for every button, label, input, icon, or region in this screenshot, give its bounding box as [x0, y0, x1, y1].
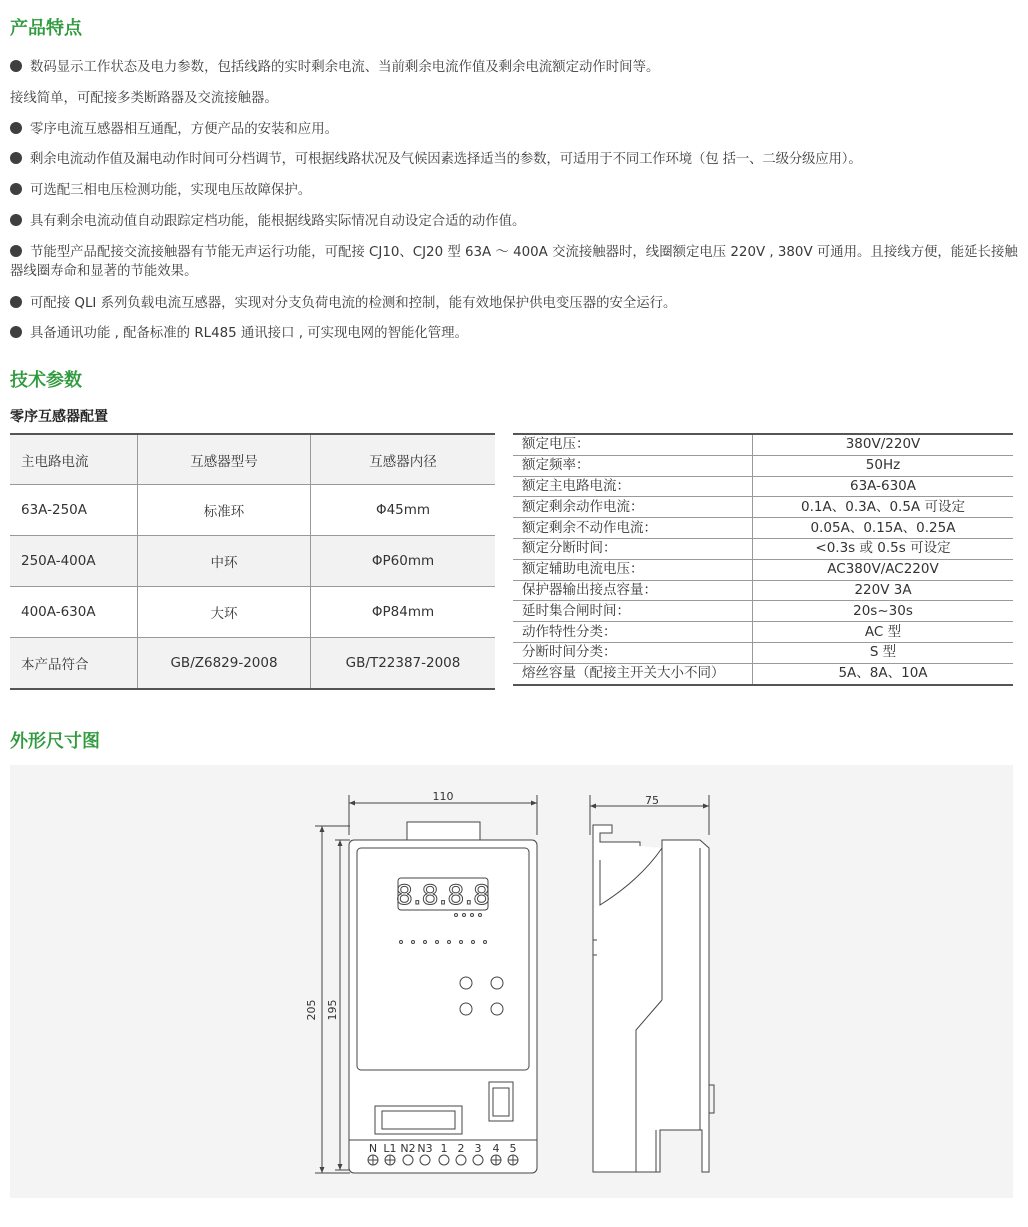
ct-config-title: 零序互感器配置 [10, 409, 108, 425]
table-row [10, 638, 495, 690]
dimension-title: 外形尺寸图 [10, 731, 100, 752]
spec-value: <0.3s 或 0.5s 可设定 [753, 538, 1014, 559]
table-cell: GB/T22387-2008 [311, 638, 495, 690]
height-inner-label: 195 [326, 999, 339, 1021]
feature-item: 具有剩余电流动值自动跟踪定档功能，能根据线路实际情况自动设定合适的动作值。 [10, 212, 1018, 231]
spec-value: 5A、8A、10A [753, 663, 1014, 684]
table-cell: Φ45mm [311, 485, 495, 536]
table-row [513, 518, 1013, 539]
spec-value: S 型 [753, 642, 1014, 663]
table-row [513, 455, 1013, 476]
table-cell: ΦP60mm [311, 536, 495, 587]
spec-value: 63A-630A [753, 476, 1014, 497]
bullet-icon [10, 183, 22, 195]
tech-title: 技术参数 [10, 370, 82, 391]
features-title: 产品特点 [10, 18, 82, 39]
spec-key: 额定分断时间： [513, 538, 753, 559]
spec-key: 保护器输出接点容量： [513, 580, 753, 601]
table-row [513, 476, 1013, 497]
svg-text:5: 5 [509, 1142, 517, 1155]
spec-table [513, 433, 1013, 686]
spec-value: 50Hz [753, 455, 1014, 476]
spec-value: AC380V/AC220V [753, 559, 1014, 580]
svg-text:4: 4 [492, 1142, 500, 1155]
table-cell: 中环 [138, 536, 311, 587]
feature-item: 零序电流互感器相互通配，方便产品的安装和应用。 [10, 120, 1018, 139]
bullet-icon [10, 245, 22, 257]
table-cell: 标准环 [138, 485, 311, 536]
svg-text:N: N [368, 1142, 378, 1155]
feature-item: 接线简单，可配接多类断路器及交流接触器。 [10, 91, 278, 106]
spec-key: 额定主电路电流： [513, 476, 753, 497]
table-row [10, 536, 495, 587]
feature-item: 数码显示工作状态及电力参数，包括线路的实时剩余电流、当前剩余电流作值及剩余电流额定动作时间等。 [10, 58, 1018, 77]
table-row [513, 538, 1013, 559]
ct-config-table [10, 433, 495, 690]
table-cell: 本产品符合 [10, 638, 138, 690]
svg-text:L1: L1 [383, 1142, 397, 1155]
table-row [10, 485, 495, 536]
table-cell: 400A-630A [10, 587, 138, 638]
table-row [513, 580, 1013, 601]
spec-value: AC 型 [753, 622, 1014, 643]
led-display: 8.8.8.8 [395, 880, 491, 911]
table-header: 主电路电流 [10, 434, 138, 485]
table-header-row [10, 434, 495, 485]
front-view [349, 822, 537, 1173]
table-header: 互感器内径 [311, 434, 495, 485]
depth-label: 75 [645, 794, 659, 807]
svg-text:2: 2 [457, 1142, 465, 1155]
svg-text:N2: N2 [400, 1142, 416, 1155]
svg-text:1: 1 [440, 1142, 448, 1155]
feature-item: 可选配三相电压检测功能，实现电压故障保护。 [10, 181, 1018, 200]
side-view [593, 825, 714, 1172]
table-header: 互感器型号 [138, 434, 311, 485]
spec-key: 动作特性分类： [513, 622, 753, 643]
spec-key: 额定电压： [513, 434, 753, 455]
bullet-icon [10, 326, 22, 338]
bullet-icon [10, 122, 22, 134]
feature-item: 可配接 QLI 系列负载电流互感器，实现对分支负荷电流的检测和控制，能有效地保护供电变压器的安全运行。 [10, 294, 1018, 313]
feature-item: 剩余电流动作值及漏电动作时间可分档调节，可根据线路状况及气候因素选择适当的参数，可适用于不同工作环境（包 括一、二级分级应用）。 [10, 150, 1018, 169]
spec-key: 额定剩余动作电流： [513, 497, 753, 518]
width-label: 110 [432, 790, 454, 803]
terminal-labels [369, 1142, 517, 1155]
table-cell: 大环 [138, 587, 311, 638]
table-cell: GB/Z6829-2008 [138, 638, 311, 690]
table-cell: 250A-400A [10, 536, 138, 587]
bullet-icon [10, 152, 22, 164]
feature-item: 具备通讯功能 , 配备标准的 RL485 通讯接口 , 可实现电网的智能化管理。 [10, 324, 1018, 343]
table-row [513, 642, 1013, 663]
feature-item: 节能型产品配接交流接触器有节能无声运行功能，可配接 CJ10、CJ20 型 63A ～ 400A 交流接触器时，线圈额定电压 220V , 380V 可通用。且接线方便，能延长接触器线圈寿命和显著的节能效果。 [10, 245, 1018, 279]
spec-key: 延时集合闸时间： [513, 601, 753, 622]
spec-value: 20s~30s [753, 601, 1014, 622]
spec-value: 380V/220V [753, 434, 1014, 455]
table-row [513, 559, 1013, 580]
table-row [513, 663, 1013, 684]
bullet-icon [10, 296, 22, 308]
svg-text:N3: N3 [417, 1142, 433, 1155]
bullet-icon [10, 214, 22, 226]
spec-value: 0.1A、0.3A、0.5A 可设定 [753, 497, 1014, 518]
table-cell: 63A-250A [10, 485, 138, 536]
table-row [10, 587, 495, 638]
spec-key: 额定辅助电流电压： [513, 559, 753, 580]
table-row [513, 434, 1013, 455]
spec-key: 额定剩余不动作电流： [513, 518, 753, 539]
spec-key: 额定频率： [513, 455, 753, 476]
table-row [513, 622, 1013, 643]
spec-key: 熔丝容量（配接主开关大小不同） [513, 663, 753, 684]
table-row [513, 497, 1013, 518]
spec-value: 0.05A、0.15A、0.25A [753, 518, 1014, 539]
bullet-icon [10, 60, 22, 72]
height-outer-label: 205 [305, 999, 318, 1021]
spec-key: 分断时间分类： [513, 642, 753, 663]
svg-text:3: 3 [474, 1142, 482, 1155]
spec-value: 220V 3A [753, 580, 1014, 601]
dimension-drawing [10, 765, 1013, 1198]
table-row [513, 601, 1013, 622]
height-dimension [305, 826, 350, 1173]
table-cell: ΦP84mm [311, 587, 495, 638]
